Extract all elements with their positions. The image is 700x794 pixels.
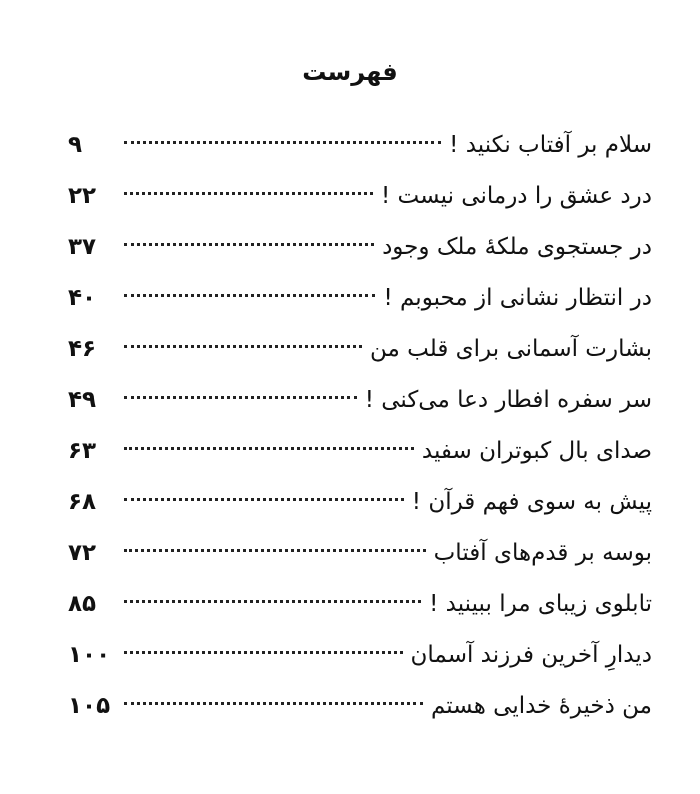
toc-entry-title: تابلوی زیبای مرا ببینید ! [429,591,652,617]
toc-entry [68,477,652,528]
dot-leader [124,600,421,603]
dot-leader [124,243,374,246]
toc-entry-title: دیدارِ آخرین فرزند آسمان [410,642,652,668]
toc-entry-title: در انتظار نشانی از محبوبم ! [383,285,652,311]
toc-entry-title: من ذخیرهٔ خدایی هستم [430,693,652,719]
toc-entry [68,579,652,630]
toc-entry [68,681,652,732]
dot-leader [124,192,373,195]
toc-entry-page: ۱۰۰ [68,642,111,668]
toc-entry [68,426,652,477]
toc-entry [68,324,652,375]
dot-leader [124,651,403,654]
toc-entry-page: ۱۰۵ [68,693,111,719]
dot-leader [124,396,357,399]
toc-entry-title: صدای بال کبوتران سفید [421,438,652,464]
dot-leader [124,141,441,144]
toc-entry-page: ۲۲ [68,183,97,209]
toc-entry-page: ۸۵ [68,591,97,617]
dot-leader [124,498,404,501]
toc-entry-title: در جستجوی ملکهٔ ملک وجود [382,234,652,260]
toc-entry [68,120,652,171]
toc-entry [68,171,652,222]
toc-entry [68,528,652,579]
toc-entry-title: سر سفره افطار دعا می‌کنی ! [364,387,652,413]
table-of-contents [68,120,652,732]
toc-entry-page: ۳۷ [68,234,97,260]
page-title: فهرست [302,58,398,86]
toc-entry-title: پیش به سوی فهم قرآن ! [411,489,652,515]
toc-entry-page: ۴۰ [68,285,97,311]
toc-entry-page: ۶۸ [68,489,97,515]
toc-entry-page: ۷۲ [68,540,97,566]
toc-entry-title: بوسه بر قدم‌های آفتاب [433,540,652,566]
toc-entry [68,375,652,426]
toc-entry-title: درد عشق را درمانی نیست ! [381,183,652,209]
toc-entry-page: ۹ [68,132,83,158]
dot-leader [124,549,426,552]
toc-entry [68,273,652,324]
toc-entry-title: بشارت آسمانی برای قلب من [370,336,652,362]
toc-entry-page: ۴۹ [68,387,97,413]
toc-entry-page: ۶۳ [68,438,97,464]
dot-leader [124,345,362,348]
dot-leader [124,702,423,705]
toc-entry [68,222,652,273]
dot-leader [124,447,414,450]
toc-entry [68,630,652,681]
toc-entry-title: سلام بر آفتاب نکنید ! [449,132,652,158]
toc-entry-page: ۴۶ [68,336,97,362]
dot-leader [124,294,375,297]
